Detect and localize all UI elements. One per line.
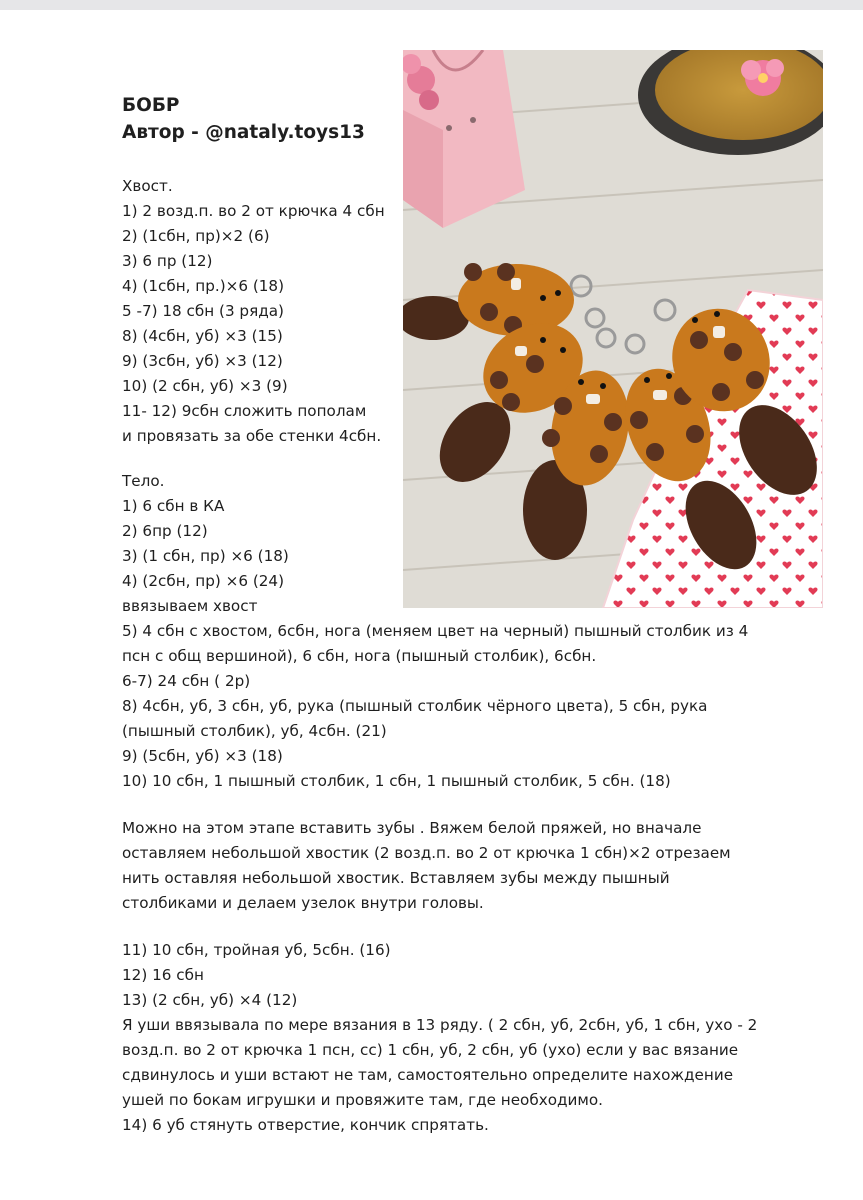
body-row: 5) 4 сбн с хвостом, 6сбн, нога (меняем цвет на черный) пышный столбик из 4 [122,622,749,640]
body-row: 9) (5сбн, уб) ×3 (18) [122,747,283,765]
paragraph-line: Можно на этом этапе вставить зубы . Вяжем белой пряжей, но вначале [122,819,702,837]
body-row: 10) 10 сбн, 1 пышный столбик, 1 сбн, 1 пышный столбик, 5 сбн. (18) [122,772,671,790]
body-row: (пышный столбик), уб, 4сбн. (21) [122,722,387,740]
body-row: псн с общ вершиной), 6 сбн, нога (пышный столбик), 6сбн. [122,647,597,665]
tail-heading: Хвост. [122,177,173,195]
finish-row: 14) 6 уб стянуть отверстие, кончик спрятать. [122,1116,489,1134]
tail-row: 9) (3сбн, уб) ×3 (12) [122,352,283,370]
document-header [122,92,365,146]
finish-row: возд.п. во 2 от крючка 1 псн, сс) 1 сбн, уб, 2 сбн, уб (ухо) если у вас вязание [122,1041,739,1059]
body-row: 2) 6пр (12) [122,522,208,540]
finish-row: ушей по бокам игрушки и провяжите там, где необходимо. [122,1091,603,1109]
body-row: 8) 4сбн, уб, 3 сбн, уб, рука (пышный столбик чёрного цвета), 5 сбн, рука [122,697,708,715]
beaver-toys-photo [403,50,823,608]
tail-row: 5 -7) 18 сбн (3 ряда) [122,302,284,320]
tail-row: и провязать за обе стенки 4сбн. [122,427,382,445]
tail-row: 11- 12) 9сбн сложить пополам [122,402,367,420]
body-row: 3) (1 сбн, пр) ×6 (18) [122,547,289,565]
body-row: ввязываем хвост [122,597,258,615]
finish-row: 12) 16 сбн [122,966,204,984]
body-row: 1) 6 сбн в КА [122,497,225,515]
tail-row: 8) (4сбн, уб) ×3 (15) [122,327,283,345]
body-row: 4) (2сбн, пр) ×6 (24) [122,572,285,590]
paragraph-line: оставляем небольшой хвостик (2 возд.п. во 2 от крючка 1 сбн)×2 отрезаем [122,844,731,862]
tail-row: 3) 6 пр (12) [122,252,213,270]
finish-row: 11) 10 сбн, тройная уб, 5сбн. (16) [122,941,391,959]
tail-row: 4) (1сбн, пр.)×6 (18) [122,277,285,295]
finish-section [122,938,757,1138]
document-page [0,10,863,1200]
document-title: БОБР [122,95,180,116]
tail-row: 10) (2 сбн, уб) ×3 (9) [122,377,288,395]
tail-row: 1) 2 возд.п. во 2 от крючка 4 сбн [122,202,385,220]
tail-section [122,174,385,449]
finish-row: сдвинулось и уши встают не там, самостоятельно определите нахождение [122,1066,734,1084]
paragraph-line: столбиками и делаем узелок внутри головы. [122,894,484,912]
author-line: Автор - @nataly.toys13 [122,122,365,143]
paragraph-line: нить оставляя небольшой хвостик. Вставляем зубы между пышный [122,869,670,887]
top-strip [0,0,863,10]
body-section [122,469,289,619]
body-row: 6-7) 24 сбн ( 2р) [122,672,251,690]
finish-row: 13) (2 сбн, уб) ×4 (12) [122,991,298,1009]
tail-row: 2) (1сбн, пр)×2 (6) [122,227,270,245]
body-heading: Тело. [122,472,165,490]
teeth-paragraph [122,816,731,916]
finish-row: Я уши ввязывала по мере вязания в 13 ряду. ( 2 сбн, уб, 2сбн, уб, 1 сбн, ухо - 2 [122,1016,758,1034]
body-section-continued [122,619,748,794]
